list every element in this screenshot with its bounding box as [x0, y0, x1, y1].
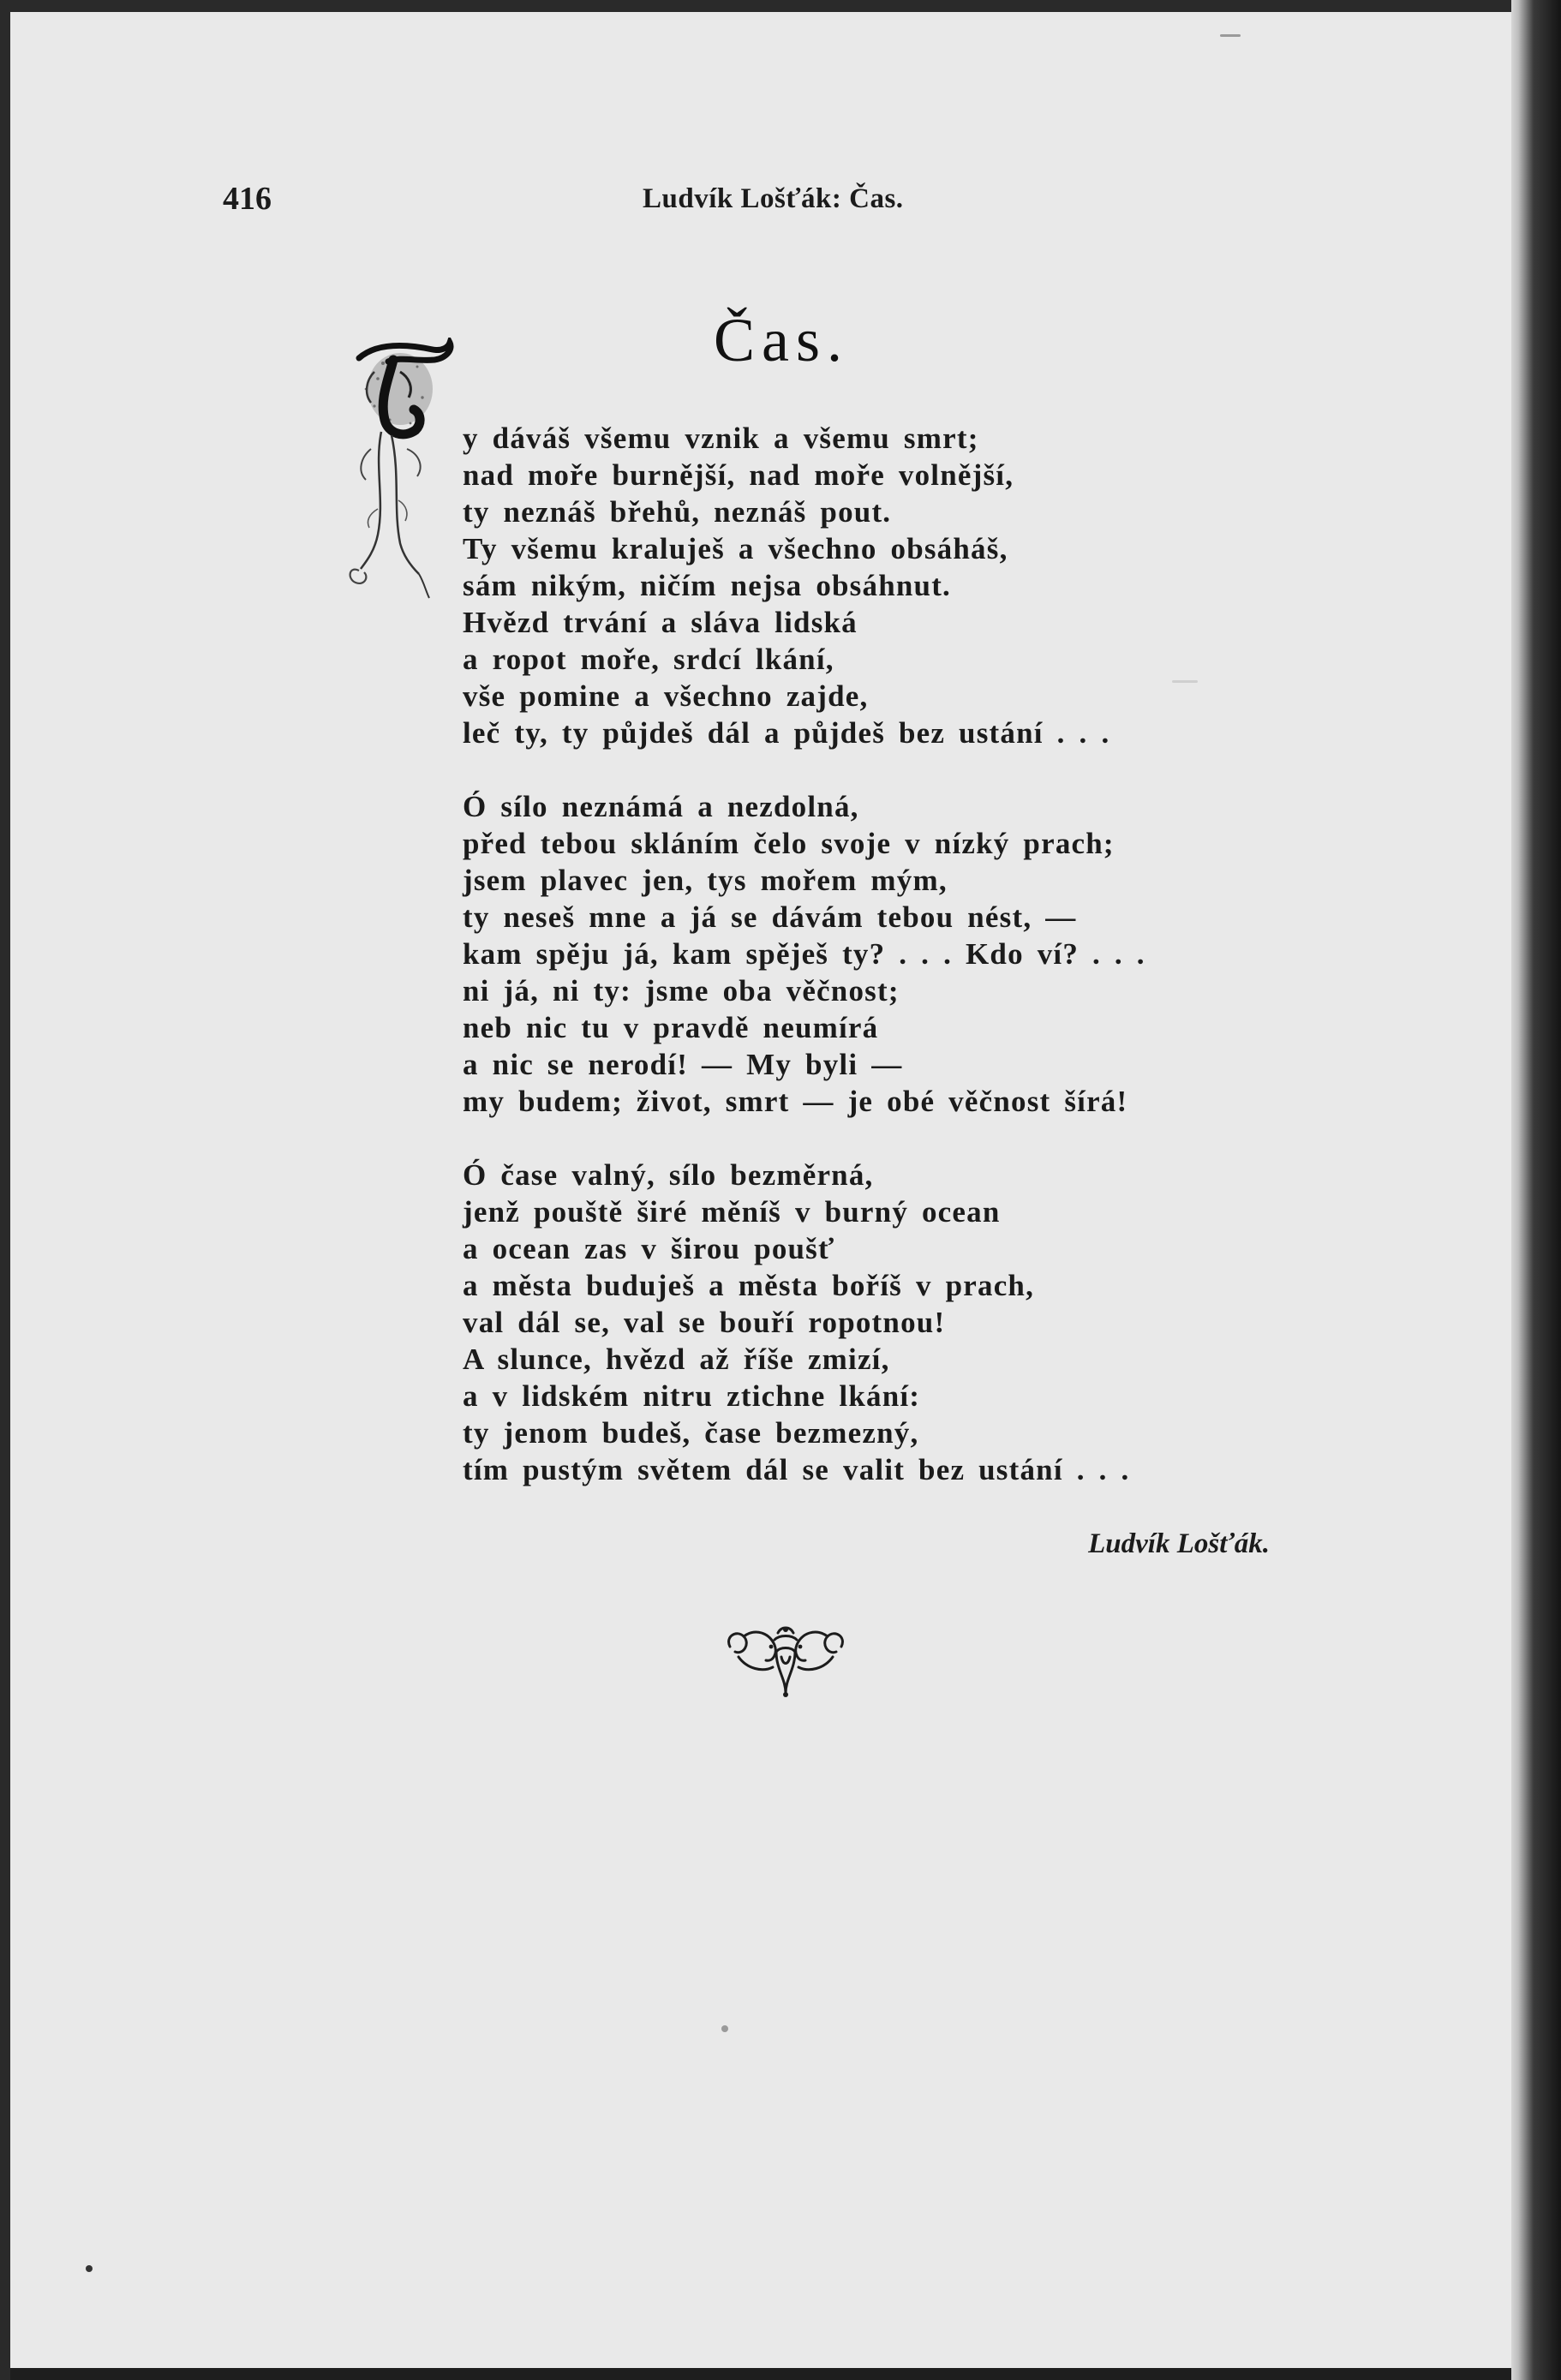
book-page: [10, 12, 1511, 2368]
stanza: [463, 1157, 1285, 1488]
poem-line: Ó čase valný, sílo bezměrná,: [463, 1158, 874, 1192]
scan-speck: [721, 2025, 728, 2032]
poem-line: a nic se nerodí! — My byli —: [463, 1048, 903, 1081]
poem-line: a ropot moře, srdcí lkání,: [463, 643, 834, 676]
poem-body: [463, 420, 1285, 1488]
poem-line: tím pustým světem dál se valit bez ustání . . .: [463, 1453, 1130, 1486]
scan-speck: [86, 2265, 93, 2272]
stanza-gap: [463, 1120, 1285, 1157]
poem-line: jenž pouště širé měníš v burný ocean: [463, 1195, 1001, 1229]
poem-line: neb nic tu v pravdě neumírá: [463, 1011, 879, 1044]
poem-line: a města buduješ a města boříš v prach,: [463, 1269, 1035, 1302]
author-signature: Ludvík Lošťák.: [1088, 1528, 1270, 1559]
poem-line: jsem plavec jen, tys mořem mým,: [463, 864, 948, 897]
poem-line: ty jenom budeš, čase bezmezný,: [463, 1416, 919, 1450]
poem-line: leč ty, ty půjdeš dál a půjdeš bez ustání . . .: [463, 716, 1110, 750]
running-head: Ludvík Lošťák: Čas.: [643, 183, 904, 214]
poem-title: Čas.: [714, 306, 849, 374]
poem-line: val dál se, val se bouří ropotnou!: [463, 1306, 946, 1339]
poem-line: Ty všemu kraluješ a všechno obsáháš,: [463, 532, 1008, 565]
poem-line: my budem; život, smrt — je obé věčnost šírá!: [463, 1085, 1128, 1118]
poem-line: a v lidském nitru ztichne lkání:: [463, 1379, 921, 1413]
scan-speck: [1220, 34, 1241, 37]
poem-line: ty neseš mne a já se dávám tebou nést, —: [463, 900, 1077, 934]
decorated-initial-t-icon: [340, 338, 469, 620]
scan-left-edge: [0, 0, 10, 2380]
poem-line: sám nikým, ničím nejsa obsáhnut.: [463, 569, 952, 602]
page-number: 416: [223, 181, 272, 217]
floral-vignette-icon: [721, 1623, 850, 1700]
stanza-gap: [463, 751, 1285, 788]
poem-line: Ó sílo neznámá a nezdolná,: [463, 790, 859, 823]
poem-line: ty neznáš břehů, neznáš pout.: [463, 495, 892, 529]
scan-top-edge: [0, 0, 1561, 12]
scan-right-shadow: [1511, 0, 1561, 2380]
stanza: [463, 420, 1285, 751]
poem-line: kam spěju já, kam spěješ ty? . . . Kdo ví? . . .: [463, 937, 1145, 971]
stanza: [463, 788, 1285, 1120]
poem-line: ni já, ni ty: jsme oba věčnost;: [463, 974, 900, 1008]
poem-line: Hvězd trvání a sláva lidská: [463, 606, 858, 639]
page-header: [223, 180, 977, 223]
poem-line: y dáváš všemu vznik a všemu smrt;: [463, 422, 979, 455]
poem-line: a ocean zas v širou poušť: [463, 1232, 835, 1265]
poem-line: vše pomine a všechno zajde,: [463, 679, 869, 713]
poem-line: před tebou skláním čelo svoje v nízký prach;: [463, 827, 1115, 860]
scan-speck: [1172, 680, 1198, 683]
poem-line: A slunce, hvězd až říše zmizí,: [463, 1342, 890, 1376]
poem-line: nad moře burnější, nad moře volnější,: [463, 458, 1014, 492]
